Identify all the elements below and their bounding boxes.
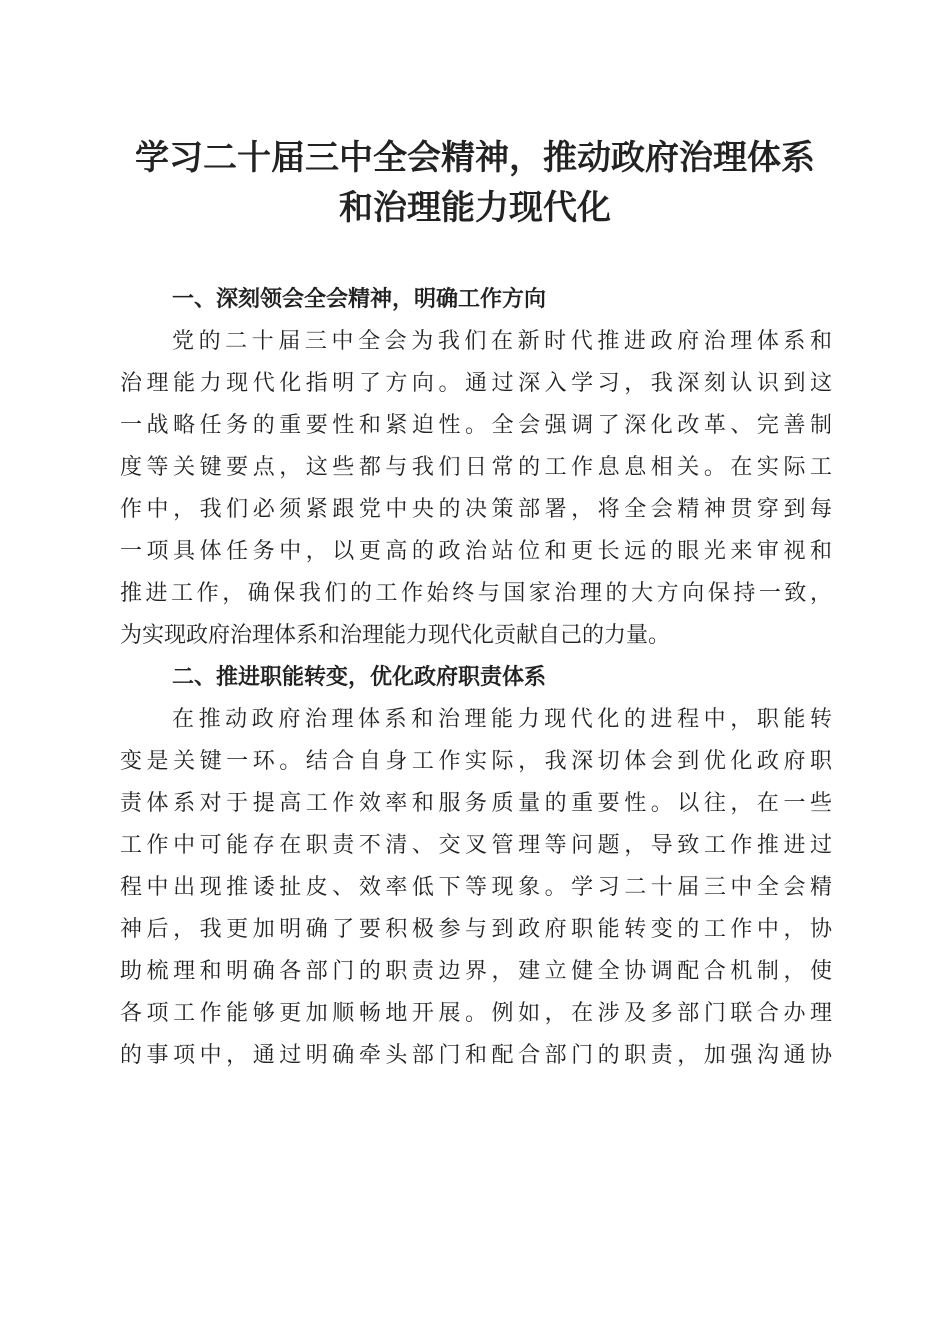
paragraph-line: 各项工作能够更加顺畅地开展。例如，在涉及多部门联合办理: [120, 1001, 832, 1026]
paragraph-line: 神后，我更加明确了要积极参与到政府职能转变的工作中，协: [120, 917, 832, 942]
paragraph-line: 党的二十届三中全会为我们在新时代推进政府治理体系和: [172, 329, 832, 354]
document-body: [120, 279, 832, 1077]
paragraph-line: 一战略任务的重要性和紧迫性。全会强调了深化改革、完善制: [120, 413, 832, 438]
section-heading-1: 一、深刻领会全会精神，明确工作方向: [172, 287, 547, 312]
title-line-1: 学习二十届三中全会精神，推动政府治理体系: [135, 138, 815, 178]
document-title: [100, 133, 850, 233]
paragraph-line: 一项具体任务中，以更高的政治站位和更长远的眼光来审视和: [120, 539, 832, 564]
paragraph-line: 助梳理和明确各部门的职责边界，建立健全协调配合机制，使: [120, 959, 832, 984]
paragraph-line: 变是关键一环。结合自身工作实际，我深切体会到优化政府职: [120, 749, 832, 774]
title-line-2: 和治理能力现代化: [339, 188, 611, 228]
paragraph-line: 程中出现推诿扯皮、效率低下等现象。学习二十届三中全会精: [120, 875, 832, 900]
paragraph-line: 度等关键要点，这些都与我们日常的工作息息相关。在实际工: [120, 455, 832, 480]
paragraph-line: 作中，我们必须紧跟党中央的决策部署，将全会精神贯穿到每: [120, 497, 832, 522]
paragraph-line: 责体系对于提高工作效率和服务质量的重要性。以往，在一些: [120, 791, 832, 816]
paragraph-line: 为实现政府治理体系和治理能力现代化贡献自己的力量。: [120, 623, 671, 648]
section-paragraph-2: [120, 699, 832, 1077]
section-paragraph-1: [120, 321, 832, 657]
paragraph-line: 的事项中，通过明确牵头部门和配合部门的职责，加强沟通协: [120, 1043, 832, 1068]
section-heading-2: 二、推进职能转变，优化政府职责体系: [172, 665, 547, 690]
paragraph-line: 在推动政府治理体系和治理能力现代化的进程中，职能转: [172, 707, 832, 732]
paragraph-line: 推进工作，确保我们的工作始终与国家治理的大方向保持一致，: [120, 581, 832, 606]
paragraph-line: 治理能力现代化指明了方向。通过深入学习，我深刻认识到这: [120, 371, 832, 396]
paragraph-line: 工作中可能存在职责不清、交叉管理等问题，导致工作推进过: [120, 833, 832, 858]
